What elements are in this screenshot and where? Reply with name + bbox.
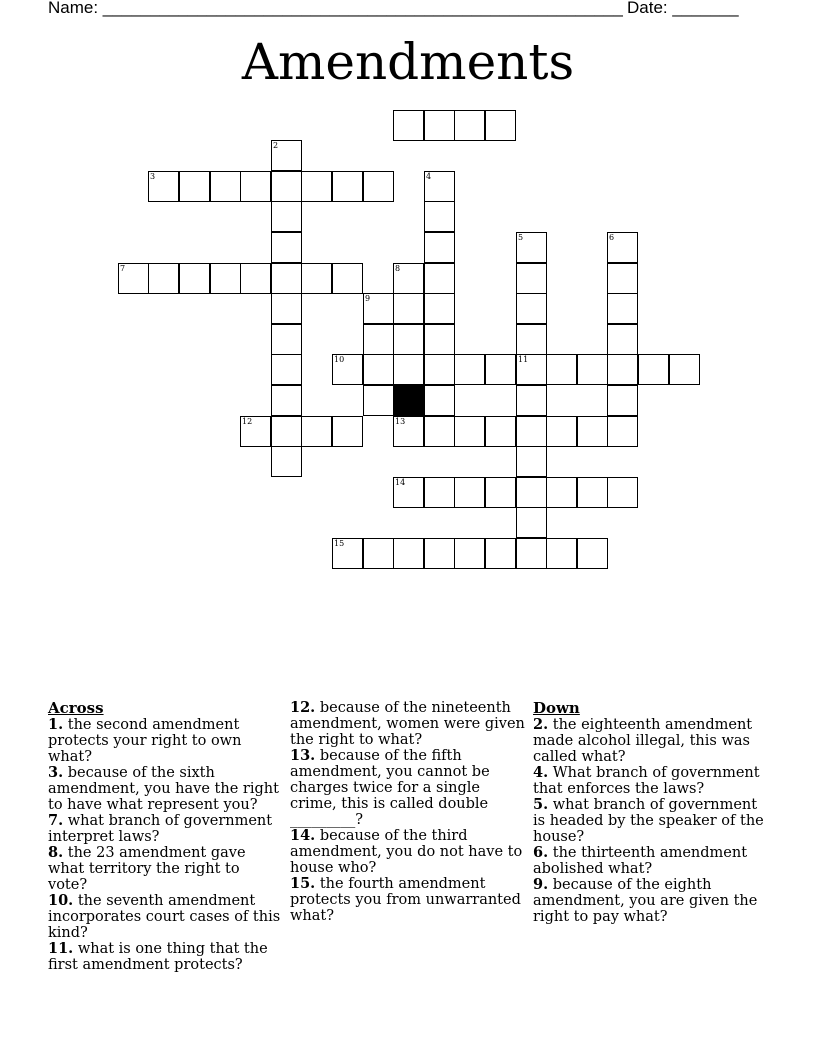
- grid-cell[interactable]: [607, 416, 638, 447]
- grid-cell[interactable]: [271, 324, 302, 355]
- grid-cell[interactable]: [607, 324, 638, 355]
- grid-cell[interactable]: [271, 293, 302, 324]
- grid-cell[interactable]: [148, 263, 179, 294]
- grid-cell[interactable]: [485, 110, 516, 141]
- clue-number: 2: [273, 141, 279, 150]
- grid-cell[interactable]: [607, 354, 638, 385]
- clue-number: 11: [518, 355, 529, 364]
- grid-cell[interactable]: [424, 385, 455, 416]
- grid-cell[interactable]: [332, 171, 363, 202]
- grid-cell[interactable]: [669, 354, 700, 385]
- grid-cell[interactable]: [271, 140, 302, 171]
- grid-cell[interactable]: [332, 354, 363, 385]
- clue-across-7: 7. what branch of government interpret laws?: [48, 812, 273, 845]
- grid-cell[interactable]: [148, 171, 179, 202]
- grid-cell[interactable]: [516, 232, 547, 263]
- clue-number: 15: [334, 539, 345, 548]
- grid-cell[interactable]: [271, 416, 302, 447]
- grid-cell[interactable]: [454, 416, 485, 447]
- across-clues-column-2: [290, 700, 526, 924]
- grid-cell[interactable]: [240, 416, 271, 447]
- clue-across-15: 15. the fourth amendment protects you from unwarranted what?: [290, 875, 521, 924]
- grid-cell[interactable]: [424, 110, 455, 141]
- grid-cell[interactable]: [363, 293, 394, 324]
- grid-cell[interactable]: [424, 324, 455, 355]
- grid-cell[interactable]: [179, 263, 210, 294]
- grid-cell[interactable]: [393, 263, 424, 294]
- grid-cell[interactable]: [424, 293, 455, 324]
- grid-cell[interactable]: [546, 354, 577, 385]
- grid-cell[interactable]: [363, 538, 394, 569]
- clue-across-14: 14. because of the third amendment, you do not have to house who?: [290, 827, 523, 876]
- grid-cell[interactable]: [454, 477, 485, 508]
- clue-number: 13: [395, 417, 406, 426]
- grid-cell[interactable]: [271, 354, 302, 385]
- grid-cell[interactable]: [577, 354, 608, 385]
- grid-cell[interactable]: [424, 477, 455, 508]
- clue-down-5: 5. what branch of government is headed by the speaker of the house?: [533, 796, 764, 845]
- grid-cell[interactable]: [516, 293, 547, 324]
- grid-cell[interactable]: [118, 263, 149, 294]
- grid-cell[interactable]: [424, 171, 455, 202]
- grid-cell[interactable]: [607, 477, 638, 508]
- grid-cell[interactable]: [516, 416, 547, 447]
- grid-cell[interactable]: [424, 538, 455, 569]
- grid-cell[interactable]: [546, 538, 577, 569]
- grid-cell[interactable]: [546, 477, 577, 508]
- grid-cell[interactable]: [577, 477, 608, 508]
- clue-down-4: 4. What branch of government that enforces the laws?: [533, 764, 760, 797]
- grid-cell[interactable]: [240, 171, 271, 202]
- grid-cell[interactable]: [424, 416, 455, 447]
- grid-cell[interactable]: [516, 354, 547, 385]
- grid-cell[interactable]: [577, 538, 608, 569]
- grid-cell[interactable]: [393, 110, 424, 141]
- grid-cell[interactable]: [516, 446, 547, 477]
- grid-cell[interactable]: [546, 416, 577, 447]
- grid-cell[interactable]: [210, 171, 241, 202]
- grid-cell[interactable]: [424, 201, 455, 232]
- clue-number: 5: [518, 233, 524, 242]
- name-field: Name: _______________________________________________________: [48, 0, 623, 17]
- grid-cell[interactable]: [240, 263, 271, 294]
- grid-cell[interactable]: [424, 263, 455, 294]
- grid-cell[interactable]: [516, 263, 547, 294]
- clue-across-13: 13. because of the fifth amendment, you cannot be charges twice for a single crime, this is called double _________?: [290, 747, 490, 828]
- clue-down-9: 9. because of the eighth amendment, you are given the right to pay what?: [533, 876, 758, 925]
- grid-cell[interactable]: [516, 538, 547, 569]
- grid-cell[interactable]: [332, 263, 363, 294]
- grid-cell[interactable]: [301, 416, 332, 447]
- grid-cell[interactable]: [424, 232, 455, 263]
- grid-cell[interactable]: [393, 538, 424, 569]
- across-heading: Across: [48, 699, 104, 717]
- grid-cell[interactable]: [485, 354, 516, 385]
- grid-cell[interactable]: [393, 293, 424, 324]
- grid-cell[interactable]: [363, 354, 394, 385]
- clue-number: 10: [334, 355, 345, 364]
- clue-down-2: 2. the eighteenth amendment made alcohol illegal, this was called what?: [533, 716, 753, 765]
- grid-cell[interactable]: [516, 477, 547, 508]
- grid-cell[interactable]: [363, 324, 394, 355]
- grid-cell[interactable]: [179, 171, 210, 202]
- page-title: Amendments: [241, 33, 575, 91]
- grid-cell[interactable]: [271, 232, 302, 263]
- clue-number: 4: [426, 172, 432, 181]
- across-clues-column-1: [48, 700, 283, 973]
- grid-cell[interactable]: [271, 263, 302, 294]
- grid-cell[interactable]: [485, 477, 516, 508]
- grid-cell[interactable]: [301, 171, 332, 202]
- down-heading: Down: [533, 699, 580, 717]
- clue-number: 12: [242, 417, 253, 426]
- clue-across-8: 8. the 23 amendment gave what territory the right to vote?: [48, 844, 246, 893]
- grid-cell[interactable]: [454, 538, 485, 569]
- clue-number: 6: [609, 233, 615, 242]
- grid-cell[interactable]: [363, 385, 394, 416]
- grid-cell[interactable]: [607, 385, 638, 416]
- grid-cell[interactable]: [607, 232, 638, 263]
- clue-across-1: 1. the second amendment protects your right to own what?: [48, 716, 242, 765]
- clue-number: 8: [395, 264, 401, 273]
- grid-cell[interactable]: [516, 507, 547, 538]
- grid-cell[interactable]: [332, 538, 363, 569]
- grid-cell[interactable]: [271, 201, 302, 232]
- grid-cell[interactable]: [516, 385, 547, 416]
- down-clues-column: [533, 700, 765, 925]
- clue-across-3: 3. because of the sixth amendment, you have the right to have what represent you?: [48, 764, 279, 813]
- grid-cell[interactable]: [393, 416, 424, 447]
- grid-cell[interactable]: [271, 446, 302, 477]
- grid-cell[interactable]: [271, 171, 302, 202]
- grid-cell[interactable]: [607, 263, 638, 294]
- grid-cell[interactable]: [363, 171, 394, 202]
- clue-number: 7: [120, 264, 126, 273]
- grid-cell[interactable]: [393, 477, 424, 508]
- clue-across-10: 10. the seventh amendment incorporates court cases of this kind?: [48, 892, 281, 941]
- clue-down-6: 6. the thirteenth amendment abolished what?: [533, 844, 748, 877]
- grid-cell[interactable]: [332, 416, 363, 447]
- clue-number: 9: [365, 294, 371, 303]
- clue-across-12: 12. because of the nineteenth amendment, women were given the right to what?: [290, 699, 525, 748]
- grid-cell[interactable]: [454, 354, 485, 385]
- grid-cell[interactable]: [485, 538, 516, 569]
- black-square: [393, 385, 424, 416]
- date-field: Date: _______: [627, 0, 739, 17]
- grid-cell[interactable]: [516, 324, 547, 355]
- grid-cell[interactable]: [424, 354, 455, 385]
- grid-cell[interactable]: [485, 416, 516, 447]
- grid-cell[interactable]: [393, 324, 424, 355]
- grid-cell[interactable]: [393, 354, 424, 385]
- clue-number: 3: [150, 172, 156, 181]
- grid-cell[interactable]: [638, 354, 669, 385]
- clue-number: 14: [395, 478, 406, 487]
- grid-cell[interactable]: [577, 416, 608, 447]
- grid-cell[interactable]: [271, 385, 302, 416]
- grid-cell[interactable]: [607, 293, 638, 324]
- clue-across-11: 11. what is one thing that the first amendment protects?: [48, 940, 268, 973]
- grid-cell[interactable]: [301, 263, 332, 294]
- grid-cell[interactable]: [454, 110, 485, 141]
- grid-cell[interactable]: [210, 263, 241, 294]
